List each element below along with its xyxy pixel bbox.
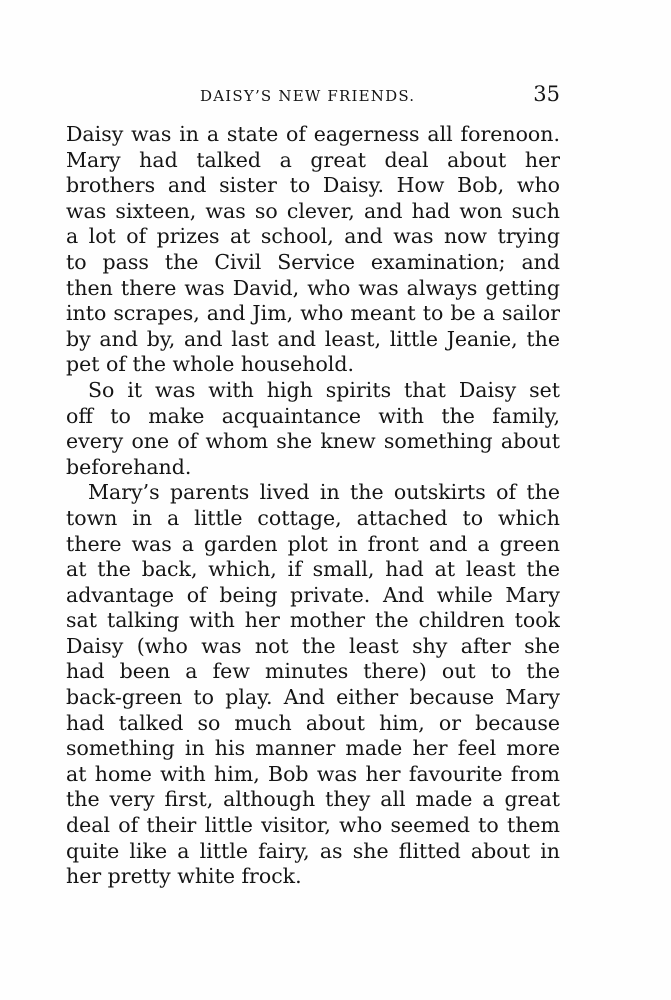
paragraph-1	[66, 122, 560, 378]
text-line: her pretty white frock.	[66, 864, 302, 889]
text-line: beforehand.	[66, 454, 192, 479]
text-line: every one of whom she knew something about	[66, 429, 560, 454]
text-line: quite like a little fairy, as she flitted about in	[66, 838, 560, 863]
text-line: Daisy was in a state of eagerness all forenoon.	[66, 122, 560, 146]
text-line: So it was with high spirits that Daisy set	[88, 377, 560, 402]
text-line: the very first, although they all made a great	[66, 787, 560, 812]
text-line: advantage of being private. And while Mary	[66, 582, 560, 607]
running-head	[66, 82, 560, 112]
text-line: back-green to play. And either because Mary	[66, 685, 560, 710]
text-line: had been a few minutes there) out to the	[66, 659, 560, 684]
text-line: was sixteen, was so clever, and had won such	[66, 198, 560, 223]
text-line: at the back, which, if small, had at least the	[66, 557, 560, 582]
text-line: by and by, and last and least, little Jeanie, the	[66, 326, 560, 351]
text-line: at home with him, Bob was her favourite from	[66, 761, 560, 786]
text-line: Mary had talked a great deal about her	[66, 147, 560, 172]
text-line: into scrapes, and Jim, who meant to be a sailor	[66, 301, 560, 326]
text-line: there was a garden plot in front and a green	[66, 531, 560, 556]
text-line: something in his manner made her feel more	[66, 736, 560, 761]
text-line: sat talking with her mother the children took	[66, 608, 560, 633]
text-line: pet of the whole household.	[66, 352, 354, 377]
text-line: brothers and sister to Daisy. How Bob, who	[66, 173, 560, 198]
text-line: Mary’s parents lived in the outskirts of the	[88, 480, 560, 505]
text-line: off to make acquaintance with the family,	[66, 403, 560, 428]
body-text	[66, 122, 560, 890]
text-line: deal of their little visitor, who seemed to them	[66, 813, 560, 838]
text-line: to pass the Civil Service examination; and	[66, 249, 560, 274]
paragraph-2	[66, 378, 560, 480]
paragraph-3	[66, 480, 560, 890]
text-line: then there was David, who was always getting	[66, 275, 560, 300]
text-line: town in a little cottage, attached to which	[66, 505, 560, 530]
text-line: had talked so much about him, or because	[66, 710, 560, 735]
running-title: DAISY’S NEW FRIENDS.	[200, 87, 416, 105]
text-line: Daisy (who was not the least shy after she	[66, 633, 560, 658]
page-number: 35	[533, 82, 560, 106]
text-line: a lot of prizes at school, and was now trying	[66, 224, 560, 249]
